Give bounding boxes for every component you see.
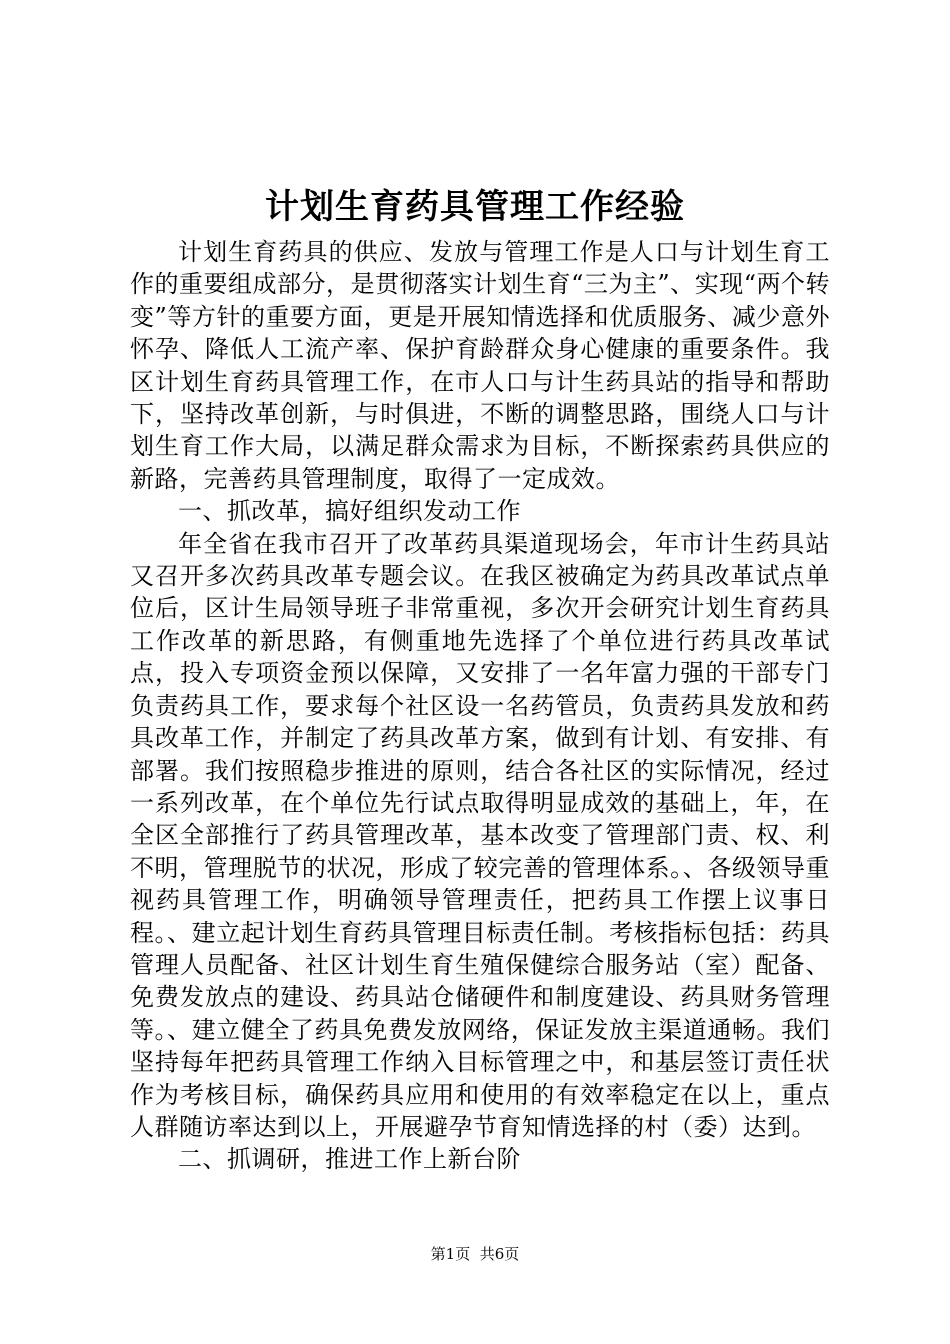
section-heading-1: 一、抓改革，搞好组织发动工作	[178, 497, 521, 526]
page-number: 第1页	[430, 1245, 471, 1263]
document-body	[130, 236, 830, 1176]
paragraph-intro: 计划生育药具的供应、发放与管理工作是人口与计划生育工作的重要组成部分，是贯彻落实计划生育“三为主”、实现“两个转变”等方针的重要方面，更是开展知情选择和优质服务、减少意外怀孕、降低人工流产率、保护育龄群众身心健康的重要条件。我区计划生育药具管理工作，在市人口与计生药具站的指导和帮助下，坚持改革创新，与时俱进，不断的调整思路，围绕人口与计划生育工作大局，以满足群众需求为目标，不断探索药具供应的新路，完善药具管理制度，取得了一定成效。	[130, 238, 830, 493]
document-title: 计划生育药具管理工作经验	[265, 187, 685, 227]
page-footer	[0, 1244, 950, 1264]
section-heading-2: 二、抓调研，推进工作上新台阶	[178, 1145, 521, 1174]
page-total: 共6页	[479, 1245, 520, 1263]
paragraph-section-1: 年全省在我市召开了改革药具渠道现场会，年市计生药具站又召开多次药具改革专题会议。在我区被确定为药具改革试点单位后，区计生局领导班子非常重视，多次开会研究计划生育药具工作改革的新思路，有侧重地先选择了个单位进行药具改革试点，投入专项资金预以保障，又安排了一名年富力强的干部专门负责药具工作，要求每个社区设一名药管员，负责药具发放和药具改革工作，并制定了药具改革方案，做到有计划、有安排、有部署。我们按照稳步推进的原则，结合各社区的实际情况，经过一系列改革，在个单位先行试点取得明显成效的基础上，年，在全区全部推行了药具管理改革，基本改变了管理部门责、权、利不明，管理脱节的状况，形成了较完善的管理体系。、各级领导重视药具管理工作，明确领导管理责任，把药具工作摆上议事日程。、建立起计划生育药具管理目标责任制。考核指标包括：药具管理人员配备、社区计划生育生殖保健综合服务站（室）配备、免费发放点的建设、药具站仓储硬件和制度建设、药具财务管理等。、建立健全了药具免费发放网络，保证发放主渠道通畅。我们坚持每年把药具管理工作纳入目标管理之中，和基层签订责任状作为考核目标，确保药具应用和使用的有效率稳定在以上，重点人群随访率达到以上，开展避孕节育知情选择的村（委）达到。	[130, 529, 830, 1141]
